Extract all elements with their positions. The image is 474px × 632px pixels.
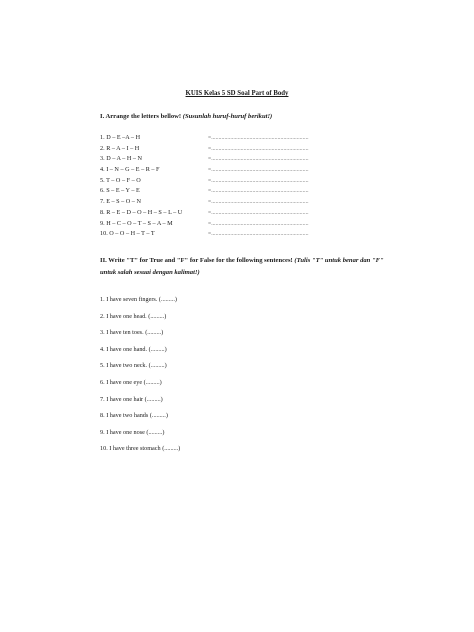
answer-line: =.................................................................. xyxy=(208,209,309,216)
answer-line: =.................................................................. xyxy=(208,220,309,227)
answer-line: =.................................................................. xyxy=(208,145,309,152)
section-1-instruction-note: (Susunlah huruf-huruf berikut!) xyxy=(182,113,273,120)
section-2-instruction: II. Write "T" for True and "F" for False for the following sentences! xyxy=(100,257,293,264)
scrambled-word: 4. I – N – G – E – R – F xyxy=(100,166,160,174)
scrambled-word: 2. R – A – I – H xyxy=(100,144,140,152)
scrambled-word: 7. E – S – O – N xyxy=(100,198,141,206)
list-item: 8. I have two hands (.........) xyxy=(100,412,168,420)
answer-line: =.................................................................. xyxy=(208,167,309,174)
section-1-heading xyxy=(100,111,400,123)
answer-line: =.................................................................. xyxy=(208,135,309,141)
answer-line: =.................................................................. xyxy=(208,188,309,195)
scrambled-word: 1. D – E –A – H xyxy=(100,134,141,141)
list-item: 10. I have three stomach (.........) xyxy=(100,445,181,453)
list-item xyxy=(100,219,400,230)
list-item xyxy=(100,197,400,208)
list-item xyxy=(100,133,400,144)
section-2-heading xyxy=(100,255,400,279)
scrambled-word: 8. R – E – D – O – H – S – L – U xyxy=(100,208,183,216)
scrambled-word: 3. D – A – H – N xyxy=(100,155,142,163)
list-item xyxy=(100,176,400,187)
true-false-list xyxy=(100,294,400,460)
list-item xyxy=(100,229,400,240)
scrambled-word: 6. S – E – Y – E xyxy=(100,187,140,195)
list-item: 1. I have seven fingers. (.........) xyxy=(100,296,177,303)
list-item: 3. I have ten toes. (.........) xyxy=(100,329,164,337)
list-item: 4. I have one hand. (.........) xyxy=(100,345,167,353)
list-item xyxy=(100,165,400,176)
answer-line: =.................................................................. xyxy=(208,231,309,238)
scrambled-word: 10. O – O – H – T – T xyxy=(100,230,155,238)
section-1-instruction: I. Arrange the letters bellow! xyxy=(100,113,182,120)
list-item xyxy=(100,186,400,197)
scrambled-word: 9. H – C – O – T – S – A – M xyxy=(100,219,173,227)
list-item: 7. I have one hair (.........) xyxy=(100,395,163,403)
list-item xyxy=(100,208,400,219)
answer-line: =.................................................................. xyxy=(208,156,309,163)
page-title: KUIS Kelas 5 SD Soal Part of Body xyxy=(185,90,289,97)
list-item: 2. I have one head. (.........) xyxy=(100,312,167,320)
list-item xyxy=(100,154,400,165)
list-item: 5. I have two neck. (.........) xyxy=(100,362,167,370)
scrambled-word: 5. T – O – F – O xyxy=(100,176,141,184)
list-item: 6. I have one eye (.........) xyxy=(100,378,162,386)
section-2-instruction-note: (Tulis "T" untuk benar dan "F" untuk salah sesuai dengan kalimat!) xyxy=(100,257,384,276)
list-item xyxy=(100,144,400,155)
list-item: 9. I have one nose (.........) xyxy=(100,428,165,436)
arrange-letters-list xyxy=(100,133,400,240)
answer-line: =.................................................................. xyxy=(208,199,309,206)
answer-line: =.................................................................. xyxy=(208,177,309,184)
